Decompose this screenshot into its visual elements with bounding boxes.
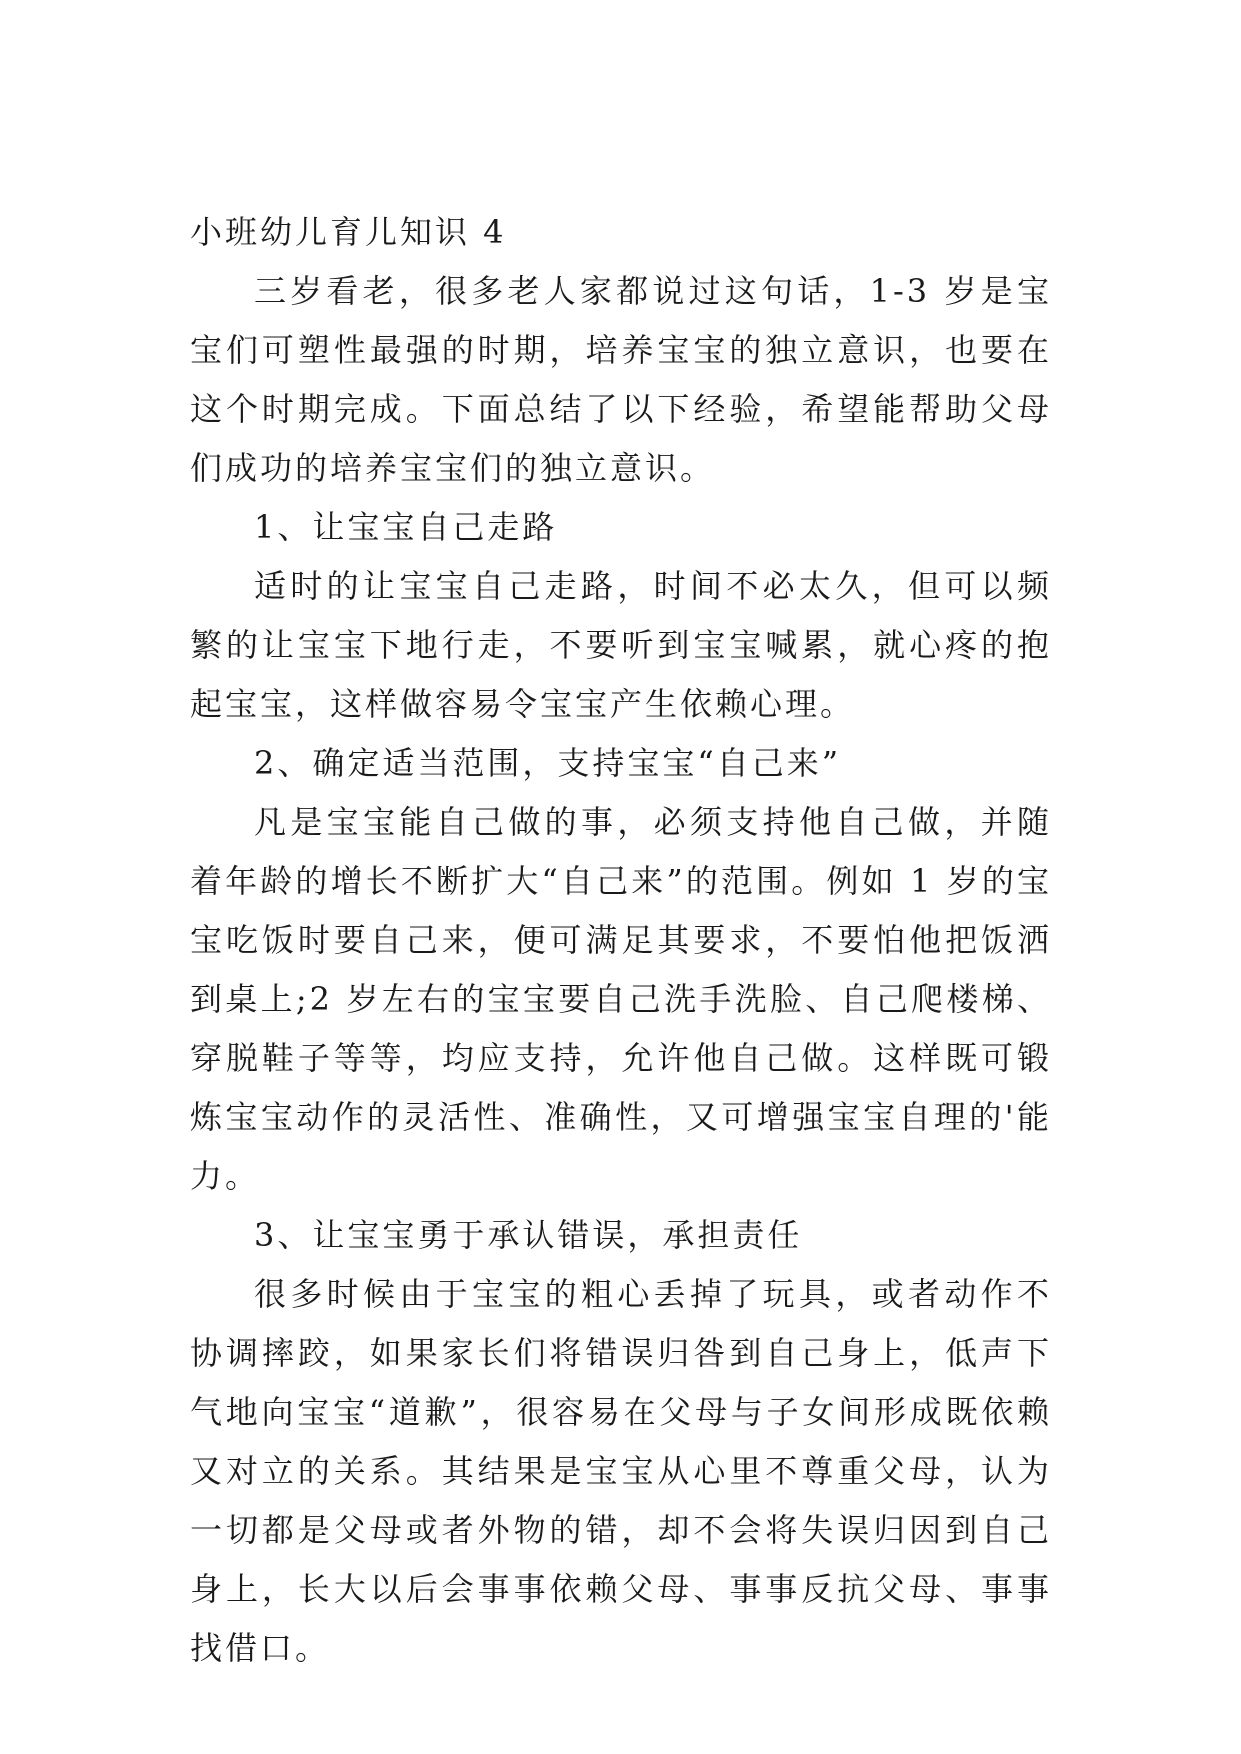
document-body: [190, 203, 1052, 1678]
section-paragraph-2: 凡是宝宝能自己做的事，必须支持他自己做，并随着年龄的增长不断扩大“自己来”的范围。例如 1 岁的宝宝吃饭时要自己来，便可满足其要求，不要怕他把饭洒到桌上;2 岁左右的宝宝要自己洗手洗脸、自己爬楼梯、穿脱鞋子等等，均应支持，允许他自己做。这样既可锻炼宝宝动作的灵活性、准确性，又可增强宝宝自理的'能力。: [190, 803, 1052, 1195]
document-title: 小班幼儿育儿知识 4: [190, 213, 507, 251]
section-paragraph-1: 适时的让宝宝自己走路，时间不必太久，但可以频繁的让宝宝下地行走，不要听到宝宝喊累，就心疼的抱起宝宝，这样做容易令宝宝产生依赖心理。: [190, 567, 1052, 723]
section-heading-2: 2、确定适当范围，支持宝宝“自己来”: [254, 744, 842, 782]
section-paragraph-3: 很多时候由于宝宝的粗心丢掉了玩具，或者动作不协调摔跤，如果家长们将错误归咎到自己身上，低声下气地向宝宝“道歉”，很容易在父母与子女间形成既依赖又对立的关系。其结果是宝宝从心里不尊重父母，认为一切都是父母或者外物的错，却不会将失误归因到自己身上，长大以后会事事依赖父母、事事反抗父母、事事找借口。: [190, 1275, 1052, 1667]
section-heading-1: 1、让宝宝自己走路: [254, 508, 558, 546]
section-heading-3: 3、让宝宝勇于承认错误，承担责任: [254, 1216, 803, 1254]
intro-paragraph: 三岁看老，很多老人家都说过这句话，1-3 岁是宝宝们可塑性最强的时期，培养宝宝的独立意识，也要在这个时期完成。下面总结了以下经验，希望能帮助父母们成功的培养宝宝们的独立意识。: [190, 272, 1052, 487]
